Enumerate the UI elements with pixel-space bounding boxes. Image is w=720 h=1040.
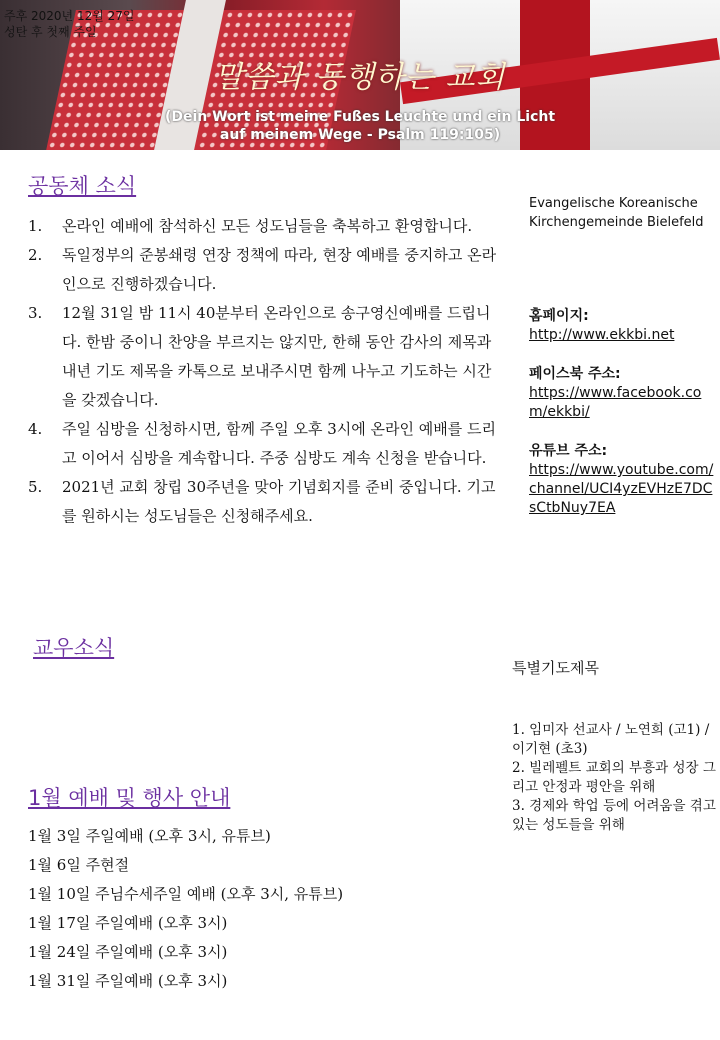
list-item [28,241,498,299]
homepage-block [529,307,714,345]
date-block [4,8,134,40]
item-number: 3. [28,304,43,322]
prayer-title: 특별기도제목 [512,659,599,677]
item-text: 온라인 예배에 참석하신 모든 성도님들을 축복하고 환영합니다. [62,217,473,235]
youtube-block [529,442,714,518]
members-news-title: 교우소식 [33,636,115,660]
event-item: 1월 10일 주님수세주일 예배 (오후 3시, 유튜브) [28,885,344,903]
item-number: 4. [28,420,43,438]
item-number: 2. [28,246,43,264]
sunday-line: 성탄 후 첫째 주일 [4,25,97,39]
youtube-link[interactable]: https://www.youtube.com/channel/UCI4yzEVHzE7DCsCtbNuy7EA [529,462,714,516]
prayer-list [512,721,717,835]
church-name-line: Evangelische Koreanische [529,196,698,211]
community-news-title: 공동체 소식 [28,174,137,198]
homepage-label: 홈페이지: [529,308,589,324]
facebook-link[interactable]: https://www.facebook.com/ekkbi/ [529,385,702,420]
list-item [28,415,498,473]
event-item: 1월 6일 주현절 [28,856,130,874]
events-title: 1월 예배 및 행사 안내 [28,786,231,810]
church-name-line: Kirchengemeinde Bielefeld [529,215,704,230]
item-number: 1. [28,217,43,235]
prayer-item: 2. 빌레펠트 교회의 부흥과 성장 그리고 안정과 평안을 위해 [512,760,716,795]
item-number: 5. [28,478,43,496]
date-line: 주후 2020년 12월 27일 [4,9,135,23]
facebook-label: 페이스북 주소: [529,366,621,382]
list-item [28,299,498,415]
event-item: 1월 31일 주일예배 (오후 3시) [28,972,228,990]
church-name [529,194,704,232]
prayer-item: 1. 임미자 선교사 / 노연희 (고1) / 이기현 (초3) [512,722,710,757]
banner-title: 말씀과 동행하는 교회 [214,60,506,95]
item-text: 2021년 교회 창립 30주년을 맞아 기념회지를 준비 중입니다. 기고를 원하시는 성도님들은 신청해주세요. [62,478,496,525]
prayer-item: 3. 경제와 학업 등에 어려움을 겪고 있는 성도들을 위해 [512,798,716,833]
item-text: 12월 31일 밤 11시 40분부터 온라인으로 송구영신예배를 드립니다. 한밤 중이니 찬양을 부르지는 않지만, 한해 동안 감사의 제목과 내년 기도 제목을 카톡으로 보내주시면 함께 나누고 기도하는 시간을 갖겠습니다. [62,304,492,409]
list-item [28,212,498,241]
community-news-list [28,212,498,531]
item-text: 독일정부의 준봉쇄령 연장 정책에 따라, 현장 예배를 중지하고 온라인으로 진행하겠습니다. [62,246,497,293]
header-banner [0,0,720,150]
youtube-label: 유튜브 주소: [529,443,608,459]
event-item: 1월 17일 주일예배 (오후 3시) [28,914,228,932]
homepage-link[interactable]: http://www.ekkbi.net [529,327,675,343]
item-text: 주일 심방을 신청하시면, 함께 주일 오후 3시에 온라인 예배를 드리고 이어서 심방을 계속합니다. 주중 심방도 계속 신청을 받습니다. [62,420,496,467]
event-item: 1월 3일 주일예배 (오후 3시, 유튜브) [28,827,271,845]
list-item [28,473,498,531]
event-item: 1월 24일 주일예배 (오후 3시) [28,943,228,961]
events-list [28,822,343,996]
banner-subtitle: (Dein Wort ist meine Fußes Leuchte und ein Licht auf meinem Wege - Psalm 119:105) [164,109,556,143]
facebook-block [529,365,714,422]
